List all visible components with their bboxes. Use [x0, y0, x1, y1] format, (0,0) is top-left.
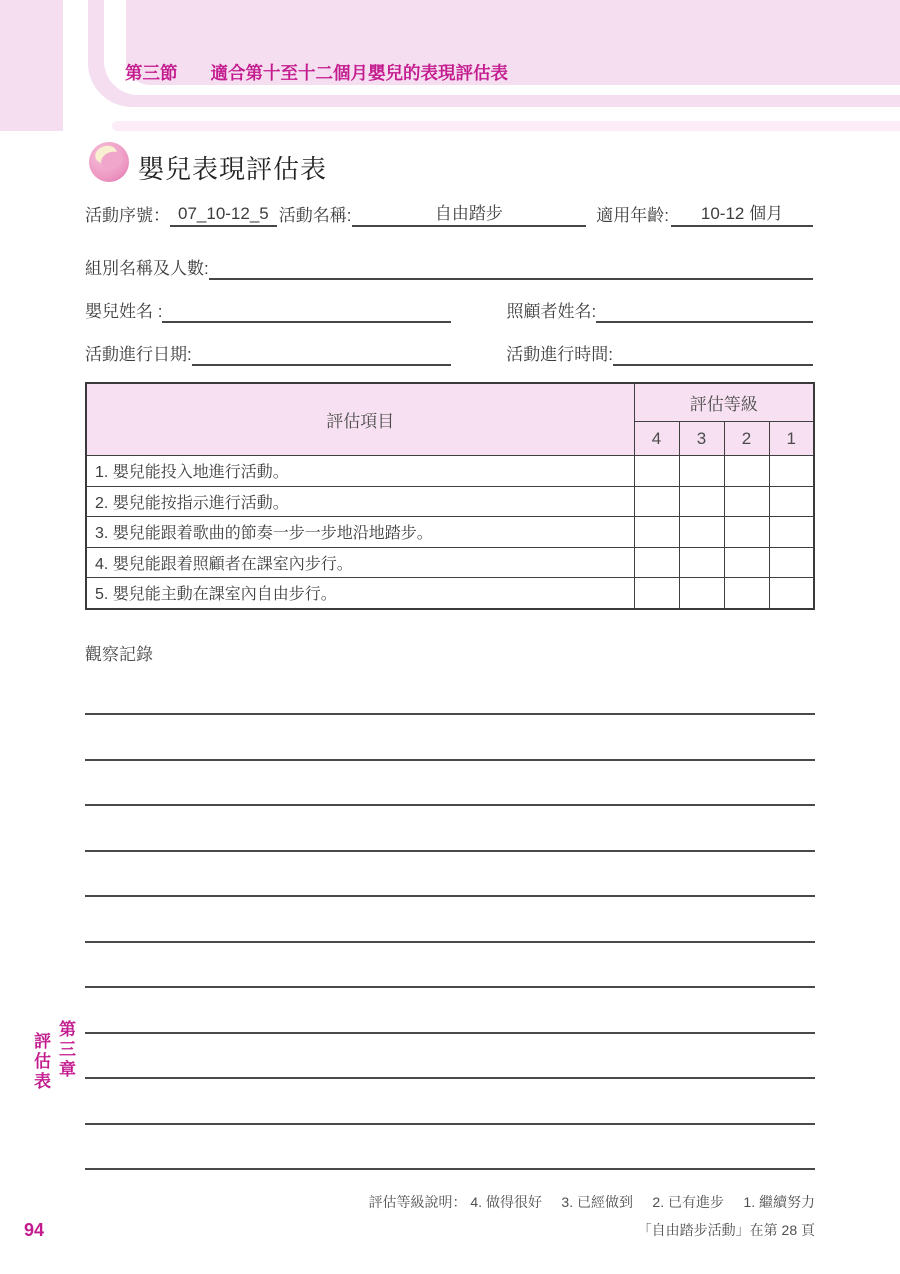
rating-cell-1-1[interactable]: [769, 456, 814, 487]
time-field[interactable]: [613, 364, 813, 366]
writing-line[interactable]: [85, 713, 815, 715]
writing-line[interactable]: [85, 895, 815, 897]
activity-no-value[interactable]: 07_10-12_5: [170, 203, 277, 227]
table-row: [86, 547, 814, 578]
caregiver-label: 照顧者姓名:: [506, 302, 597, 321]
table-row: [86, 517, 814, 548]
group-field[interactable]: [209, 278, 813, 280]
writing-line[interactable]: [85, 941, 815, 943]
writing-line[interactable]: [85, 1032, 815, 1034]
page-header: [0, 0, 900, 137]
observation-lines: [85, 713, 815, 1214]
group-label: 組別名稱及人數:: [85, 259, 209, 278]
activity-name-label: 活動名稱:: [278, 206, 352, 225]
item-text-3: 3. 嬰兒能跟着歌曲的節奏一步一步地沿地踏步。: [86, 517, 634, 548]
age-field[interactable]: 10-12 個月: [671, 203, 813, 227]
section-heading: [125, 60, 508, 85]
rating-cell-5-1[interactable]: [769, 578, 814, 609]
activity-no-label: 活動序號：: [85, 206, 170, 225]
writing-line[interactable]: [85, 1077, 815, 1079]
rating-cell-3-4[interactable]: [634, 517, 679, 548]
writing-line[interactable]: [85, 1123, 815, 1125]
section-number: 第三節: [125, 63, 178, 83]
rating-level-2: 2: [724, 422, 769, 456]
form-row-names: [85, 301, 813, 323]
item-text-2: 2. 嬰兒能按指示進行活動。: [86, 486, 634, 517]
chapter-sidebar: [28, 1020, 78, 1092]
age-label: 適用年齡:: [596, 206, 669, 225]
rating-cell-3-3[interactable]: [679, 517, 724, 548]
caregiver-field[interactable]: [596, 321, 813, 323]
sidebar-chapter: 第三章: [56, 1020, 75, 1080]
section-title: 適合第十至十二個月嬰兒的表現評估表: [210, 63, 508, 83]
form-row-datetime: [85, 344, 813, 366]
rating-cell-1-2[interactable]: [724, 456, 769, 487]
rating-cell-5-2[interactable]: [724, 578, 769, 609]
item-text-4: 4. 嬰兒能跟着照顧者在課室內步行。: [86, 547, 634, 578]
writing-line[interactable]: [85, 850, 815, 852]
rating-cell-4-4[interactable]: [634, 547, 679, 578]
writing-line[interactable]: [85, 804, 815, 806]
activity-page-reference: 「自由踏步活動」在第 28 頁: [637, 1222, 815, 1238]
activity-name-field[interactable]: 自由踏步: [352, 203, 587, 227]
rating-cell-1-4[interactable]: [634, 456, 679, 487]
form-row-activity: [85, 203, 813, 227]
rating-level-4: 4: [634, 422, 679, 456]
rating-cell-2-2[interactable]: [724, 486, 769, 517]
table-row: [86, 578, 814, 609]
rating-level-3: 3: [679, 422, 724, 456]
infant-name-field[interactable]: [162, 321, 451, 323]
writing-line[interactable]: [85, 759, 815, 761]
rating-cell-2-1[interactable]: [769, 486, 814, 517]
rating-column-header: 評估等級: [634, 383, 814, 422]
writing-line[interactable]: [85, 986, 815, 988]
rating-cell-2-3[interactable]: [679, 486, 724, 517]
rating-cell-3-1[interactable]: [769, 517, 814, 548]
pink-ball-icon: [89, 142, 129, 182]
item-text-5: 5. 嬰兒能主動在課室內自由步行。: [86, 578, 634, 609]
sidebar-section: 評估表: [31, 1032, 50, 1092]
time-label: 活動進行時間:: [506, 345, 613, 364]
rating-cell-4-1[interactable]: [769, 547, 814, 578]
rating-cell-2-4[interactable]: [634, 486, 679, 517]
form-row-group: [85, 258, 813, 280]
rating-cell-4-3[interactable]: [679, 547, 724, 578]
date-label: 活動進行日期:: [85, 345, 192, 364]
header-bottom-stripe: [112, 121, 900, 131]
rating-cell-4-2[interactable]: [724, 547, 769, 578]
table-row: [86, 486, 814, 517]
rating-level-1: 1: [769, 422, 814, 456]
rating-cell-5-3[interactable]: [679, 578, 724, 609]
infant-name-label: 嬰兒姓名 :: [85, 302, 163, 321]
rating-legend: 評估等級說明： 4. 做得很好 3. 已經做到 2. 已有進步 1. 繼續努力: [368, 1194, 815, 1210]
observation-label: 觀察記錄: [85, 645, 153, 664]
page-number: 94: [24, 1220, 45, 1240]
date-field[interactable]: [192, 364, 452, 366]
page-title: 嬰兒表現評估表: [138, 154, 328, 184]
rating-cell-5-4[interactable]: [634, 578, 679, 609]
rating-cell-3-2[interactable]: [724, 517, 769, 548]
items-column-header: 評估項目: [86, 383, 634, 456]
rating-cell-1-3[interactable]: [679, 456, 724, 487]
writing-line[interactable]: [85, 1168, 815, 1170]
header-left-band: [0, 0, 63, 131]
assessment-table: [85, 382, 815, 610]
item-text-1: 1. 嬰兒能投入地進行活動。: [86, 456, 634, 487]
table-row: [86, 456, 814, 487]
